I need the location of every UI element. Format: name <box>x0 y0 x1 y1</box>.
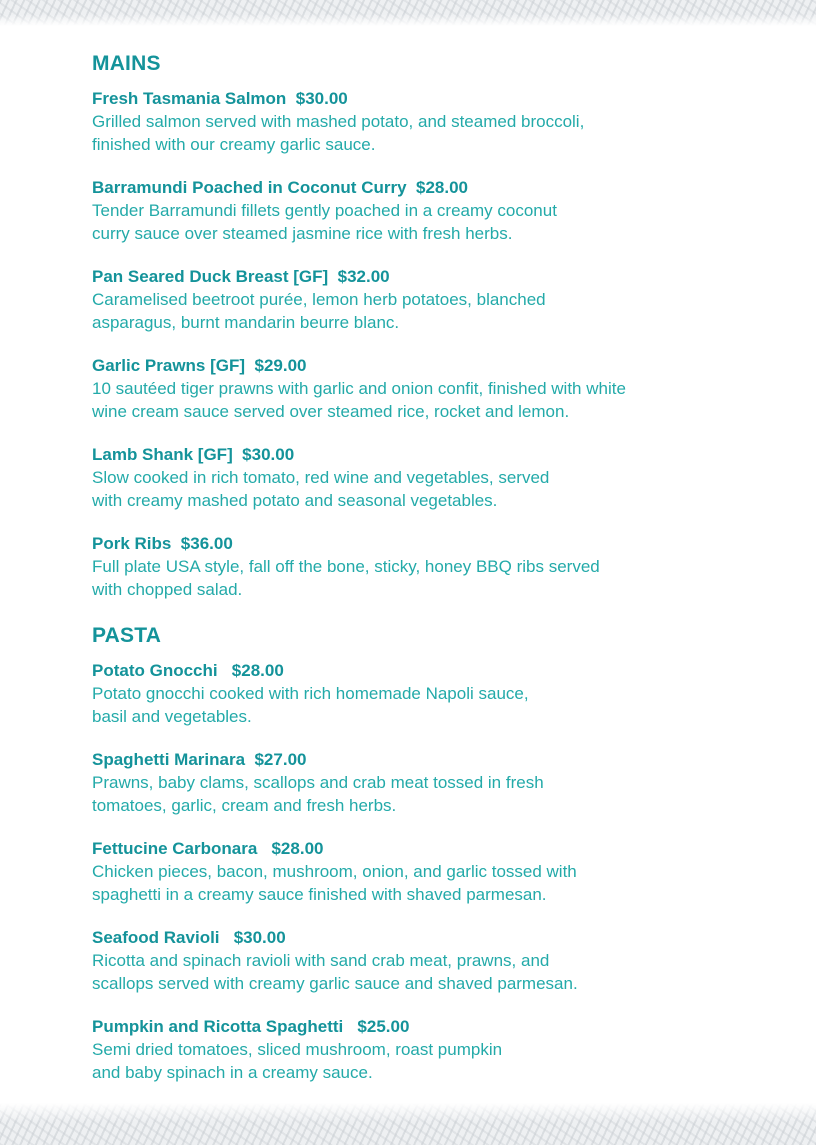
menu-item-name: Barramundi Poached in Coconut Curry $28.00 <box>92 178 468 197</box>
menu-item-description: Prawns, baby clams, scallops and crab meat tossed in fresh tomatoes, garlic, cream and fresh herbs. <box>92 773 544 815</box>
menu-item-description: Caramelised beetroot purée, lemon herb potatoes, blanched asparagus, burnt mandarin beurre blanc. <box>92 290 546 332</box>
menu-item <box>92 533 792 601</box>
menu-item <box>92 266 792 334</box>
menu-item-description: Slow cooked in rich tomato, red wine and vegetables, served with creamy mashed potato and seasonal vegetables. <box>92 468 550 510</box>
menu-item <box>92 838 792 906</box>
menu-item <box>92 1016 792 1084</box>
menu-item-name: Seafood Ravioli $30.00 <box>92 928 286 947</box>
menu-item <box>92 88 792 156</box>
decorative-top-border <box>0 0 816 26</box>
menu-item <box>92 444 792 512</box>
menu-item-description: Potato gnocchi cooked with rich homemade Napoli sauce, basil and vegetables. <box>92 684 529 726</box>
menu-item-name: Fresh Tasmania Salmon $30.00 <box>92 89 348 108</box>
menu-item-description: Tender Barramundi fillets gently poached in a creamy coconut curry sauce over steamed jasmine rice with fresh herbs. <box>92 201 557 243</box>
menu-item-name: Pork Ribs $36.00 <box>92 534 233 553</box>
menu-item-name: Pan Seared Duck Breast [GF] $32.00 <box>92 267 390 286</box>
menu-item-description: Ricotta and spinach ravioli with sand crab meat, prawns, and scallops served with creamy garlic sauce and shaved parmesan. <box>92 951 578 993</box>
menu-item <box>92 927 792 995</box>
menu-item <box>92 749 792 817</box>
menu-item-description: Grilled salmon served with mashed potato, and steamed broccoli, finished with our creamy garlic sauce. <box>92 112 585 154</box>
menu-item-name: Lamb Shank [GF] $30.00 <box>92 445 295 464</box>
menu-page <box>92 50 792 1105</box>
menu-item-description: Chicken pieces, bacon, mushroom, onion, and garlic tossed with spaghetti in a creamy sauce finished with shaved parmesan. <box>92 862 577 904</box>
menu-item-name: Fettucine Carbonara $28.00 <box>92 839 324 858</box>
menu-item <box>92 660 792 728</box>
menu-item-description: Full plate USA style, fall off the bone, sticky, honey BBQ ribs served with chopped salad. <box>92 557 600 599</box>
menu-item-name: Spaghetti Marinara $27.00 <box>92 750 307 769</box>
section-title-pasta: PASTA <box>92 624 162 647</box>
menu-item <box>92 355 792 423</box>
menu-item-name: Pumpkin and Ricotta Spaghetti $25.00 <box>92 1017 410 1036</box>
decorative-bottom-border <box>0 1103 816 1145</box>
menu-item-description: 10 sautéed tiger prawns with garlic and onion confit, finished with white wine cream sauce served over steamed rice, rocket and lemon. <box>92 379 626 421</box>
menu-item-name: Potato Gnocchi $28.00 <box>92 661 284 680</box>
menu-item-description: Semi dried tomatoes, sliced mushroom, roast pumpkin and baby spinach in a creamy sauce. <box>92 1040 503 1082</box>
menu-item-name: Garlic Prawns [GF] $29.00 <box>92 356 307 375</box>
menu-item <box>92 177 792 245</box>
section-title-mains: MAINS <box>92 52 161 75</box>
